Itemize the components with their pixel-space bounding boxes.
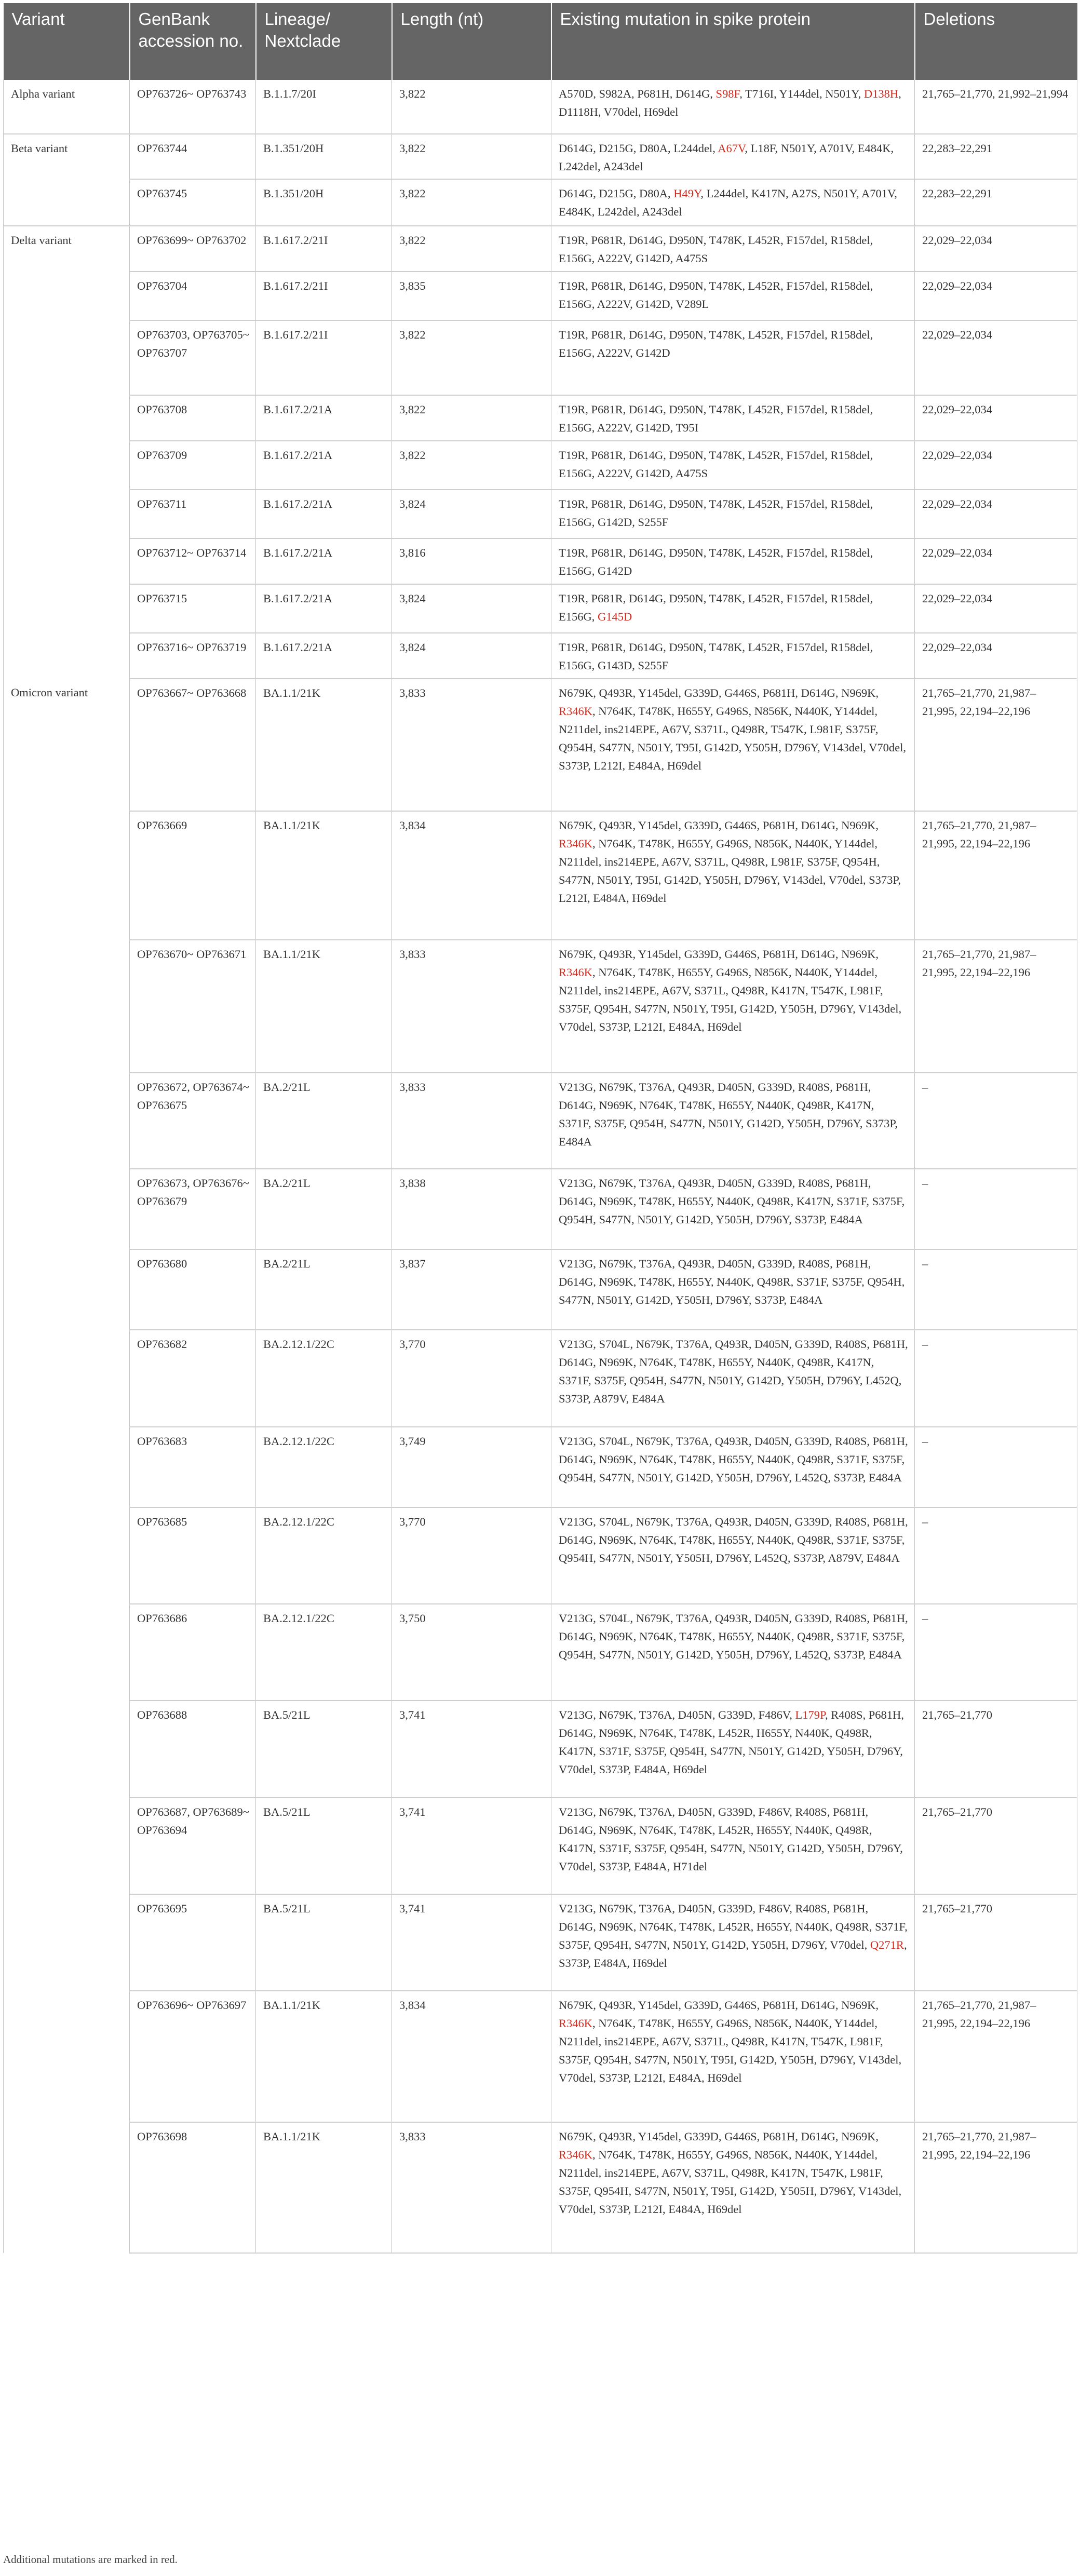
lineage-cell: B.1.617.2/21A	[256, 490, 392, 538]
accession-cell: OP763672, OP763674~ OP763675	[130, 1073, 256, 1169]
variant-cell	[4, 1798, 130, 1894]
mutation-text: T19R, P681R, D614G, D950N, T478K, L452R, F157del, R158del, E156G, A222V, G142D, V289L	[559, 279, 873, 311]
variant-cell	[4, 1991, 130, 2122]
accession-cell: OP763688	[130, 1701, 256, 1798]
mutation-table	[3, 3, 1077, 2254]
variant-cell	[4, 395, 130, 441]
mutation-text: T19R, P681R, D614G, D950N, T478K, L452R, F157del, R158del, E156G, A222V, G142D, A475S	[559, 234, 873, 265]
table-row	[4, 1894, 1077, 1991]
mutation-text: , N764K, T478K, H655Y, G496S, N856K, N440K, Y144del, N211del, ins214EPE, A67V, S371L, Q498R, K417N, T547K, L981F, S375F, Q954H, S477N, N501Y, T95I, G142D, Y505H, D796Y, V143del, V70del, S373P, L212I, E484A, H69del	[559, 966, 902, 1033]
accession-cell: OP763704	[130, 272, 256, 320]
mutation-cell	[551, 1249, 915, 1330]
deletions-cell: 21,765–21,770, 21,987–21,995, 22,194–22,196	[915, 679, 1077, 811]
table-row	[4, 1507, 1077, 1604]
table-row	[4, 811, 1077, 940]
lineage-cell: BA.2.12.1/22C	[256, 1427, 392, 1507]
deletions-cell: 22,029–22,034	[915, 490, 1077, 538]
mutation-text: , N764K, T478K, H655Y, G496S, N856K, N440K, Y144del, N211del, ins214EPE, A67V, S371L, Q498R, K417N, T547K, L981F, S375F, Q954H, S477N, N501Y, T95I, G142D, Y505H, D796Y, V143del, V70del, S373P, L212I, E484A, H69del	[559, 2148, 902, 2216]
mutation-cell	[551, 80, 915, 134]
length-cell: 3,816	[392, 538, 551, 584]
mutation-cell	[551, 1991, 915, 2122]
variant-cell	[4, 320, 130, 395]
mutation-cell	[551, 1427, 915, 1507]
accession-cell: OP763669	[130, 811, 256, 940]
accession-cell: OP763699~ OP763702	[130, 226, 256, 272]
mutation-cell	[551, 1330, 915, 1427]
lineage-cell: BA.1.1/21K	[256, 2122, 392, 2253]
accession-cell: OP763711	[130, 490, 256, 538]
mutation-cell	[551, 1701, 915, 1798]
header-genbank-accession: GenBank accession no.	[130, 3, 256, 80]
lineage-cell: BA.2/21L	[256, 1073, 392, 1169]
lineage-cell: BA.2.12.1/22C	[256, 1604, 392, 1701]
variant-cell	[4, 811, 130, 940]
accession-cell: OP763686	[130, 1604, 256, 1701]
length-cell: 3,833	[392, 679, 551, 811]
mutation-cell	[551, 584, 915, 633]
mutation-text: V213G, S704L, N679K, T376A, Q493R, D405N, G339D, R408S, P681H, D614G, N969K, N764K, T478K, H655Y, N440K, Q498R, S371F, S375F, Q954H, S477N, N501Y, Y505H, D796Y, L452Q, S373P, A879V, E484A	[559, 1515, 908, 1565]
lineage-cell: BA.1.1/21K	[256, 1991, 392, 2122]
mutation-text: D614G, D215G, D80A, L244del,	[559, 142, 718, 155]
mutation-cell	[551, 441, 915, 490]
deletions-cell: –	[915, 1249, 1077, 1330]
variant-cell	[4, 1427, 130, 1507]
variant-cell	[4, 1507, 130, 1604]
additional-mutation: D138H	[863, 87, 899, 100]
mutation-cell	[551, 811, 915, 940]
mutation-text: V213G, N679K, T376A, D405N, G339D, F486V,	[559, 1708, 795, 1721]
length-cell: 3,833	[392, 1073, 551, 1169]
variant-cell	[4, 1169, 130, 1249]
deletions-cell: 22,029–22,034	[915, 441, 1077, 490]
mutation-cell	[551, 1073, 915, 1169]
mutation-cell	[551, 1169, 915, 1249]
header-length: Length (nt)	[392, 3, 551, 80]
header-variant: Variant	[4, 3, 130, 80]
length-cell: 3,750	[392, 1604, 551, 1701]
mutation-text: , S373P, E484A, H69del	[559, 1938, 907, 1970]
accession-cell: OP763683	[130, 1427, 256, 1507]
accession-cell: OP763695	[130, 1894, 256, 1991]
variant-cell	[4, 1073, 130, 1169]
length-cell: 3,822	[392, 226, 551, 272]
table-row	[4, 584, 1077, 633]
lineage-cell: BA.2.12.1/22C	[256, 1330, 392, 1427]
mutation-text: V213G, N679K, T376A, Q493R, D405N, G339D, R408S, P681H, D614G, N969K, T478K, H655Y, N440K, Q498R, K417N, S371F, S375F, Q954H, S477N, N501Y, G142D, Y505H, D796Y, S373P, E484A	[559, 1177, 905, 1226]
deletions-cell: –	[915, 1507, 1077, 1604]
deletions-cell: 22,029–22,034	[915, 584, 1077, 633]
table-row	[4, 320, 1077, 395]
lineage-cell: B.1.617.2/21I	[256, 272, 392, 320]
lineage-cell: B.1.617.2/21A	[256, 584, 392, 633]
mutation-text: , N764K, T478K, H655Y, G496S, N856K, N440K, Y144del, N211del, ins214EPE, A67V, S371L, Q498R, T547K, L981F, S375F, Q954H, S477N, N501Y, T95I, G142D, Y505H, D796Y, V143del, V70del, S373P, L212I, E484A, H69del	[559, 705, 906, 772]
accession-cell: OP763716~ OP763719	[130, 633, 256, 679]
additional-mutation: S98F	[716, 87, 740, 100]
mutation-cell	[551, 272, 915, 320]
lineage-cell: B.1.617.2/21I	[256, 320, 392, 395]
mutation-text: T19R, P681R, D614G, D950N, T478K, L452R, F157del, R158del, E156G, A222V, G142D, A475S	[559, 449, 873, 480]
mutation-text: N679K, Q493R, Y145del, G339D, G446S, P681H, D614G, N969K,	[559, 2130, 879, 2143]
length-cell: 3,838	[392, 1169, 551, 1249]
lineage-cell: B.1.617.2/21A	[256, 395, 392, 441]
deletions-cell: 22,283–22,291	[915, 179, 1077, 226]
table-container	[3, 3, 1077, 2254]
variant-cell	[4, 2122, 130, 2253]
mutation-cell	[551, 134, 915, 179]
mutation-text: T19R, P681R, D614G, D950N, T478K, L452R, F157del, R158del, E156G, A222V, G142D, T95I	[559, 403, 873, 434]
mutation-text: V213G, N679K, T376A, D405N, G339D, F486V, R408S, P681H, D614G, N969K, N764K, T478K, L452R, H655Y, N440K, Q498R, S371F, S375F, Q954H, S477N, N501Y, G142D, Y505H, D796Y, V70del,	[559, 1902, 908, 1951]
additional-mutation: H49Y	[673, 187, 701, 200]
length-cell: 3,824	[392, 490, 551, 538]
variant-cell	[4, 940, 130, 1073]
table-row	[4, 1169, 1077, 1249]
accession-cell: OP763715	[130, 584, 256, 633]
deletions-cell: 21,765–21,770	[915, 1894, 1077, 1991]
table-row	[4, 679, 1077, 811]
mutation-text: V213G, N679K, T376A, D405N, G339D, F486V, R408S, P681H, D614G, N969K, N764K, T478K, L452R, H655Y, N440K, Q498R, K417N, S371F, S375F, Q954H, S477N, N501Y, G142D, Y505H, D796Y, V70del, S373P, E484A, H71del	[559, 1805, 903, 1873]
deletions-cell: –	[915, 1330, 1077, 1427]
accession-cell: OP763708	[130, 395, 256, 441]
accession-cell: OP763682	[130, 1330, 256, 1427]
mutation-cell	[551, 179, 915, 226]
table-row	[4, 1798, 1077, 1894]
lineage-cell: B.1.1.7/20I	[256, 80, 392, 134]
table-row	[4, 633, 1077, 679]
additional-mutation: R346K	[559, 2148, 593, 2161]
lineage-cell: BA.5/21L	[256, 1798, 392, 1894]
mutation-text: V213G, N679K, T376A, Q493R, D405N, G339D, R408S, P681H, D614G, N969K, N764K, T478K, H655Y, N440K, Q498R, K417N, S371F, S375F, Q954H, S477N, N501Y, G142D, Y505H, D796Y, S373P, E484A	[559, 1081, 898, 1148]
mutation-text: V213G, N679K, T376A, Q493R, D405N, G339D, R408S, P681H, D614G, N969K, T478K, H655Y, N440K, Q498R, S371F, S375F, Q954H, S477N, N501Y, G142D, Y505H, D796Y, S373P, E484A	[559, 1257, 905, 1306]
accession-cell: OP763698	[130, 2122, 256, 2253]
length-cell: 3,770	[392, 1330, 551, 1427]
lineage-cell: BA.5/21L	[256, 1894, 392, 1991]
deletions-cell: 22,029–22,034	[915, 395, 1077, 441]
variant-cell	[4, 490, 130, 538]
mutation-text: A570D, S982A, P681H, D614G,	[559, 87, 716, 100]
deletions-cell: 21,765–21,770, 21,992–21,994	[915, 80, 1077, 134]
accession-cell: OP763744	[130, 134, 256, 179]
mutation-cell	[551, 2122, 915, 2253]
table-body	[4, 80, 1077, 2253]
mutation-cell	[551, 538, 915, 584]
deletions-cell: –	[915, 1604, 1077, 1701]
table-header	[4, 3, 1077, 80]
table-row	[4, 226, 1077, 272]
mutation-cell	[551, 226, 915, 272]
table-row	[4, 490, 1077, 538]
lineage-cell: B.1.617.2/21A	[256, 538, 392, 584]
additional-mutation: A67V	[718, 142, 745, 155]
variant-cell: Alpha variant	[4, 80, 130, 134]
variant-cell	[4, 1249, 130, 1330]
lineage-cell: BA.5/21L	[256, 1701, 392, 1798]
mutation-text: , T716I, Y144del, N501Y,	[739, 87, 864, 100]
additional-mutation: L179P	[795, 1708, 825, 1721]
table-row	[4, 1604, 1077, 1701]
variant-cell	[4, 538, 130, 584]
length-cell: 3,741	[392, 1894, 551, 1991]
mutation-cell	[551, 940, 915, 1073]
lineage-cell: BA.1.1/21K	[256, 940, 392, 1073]
mutation-text: V213G, S704L, N679K, T376A, Q493R, D405N, G339D, R408S, P681H, D614G, N969K, N764K, T478K, H655Y, N440K, Q498R, S371F, S375F, Q954H, S477N, N501Y, G142D, Y505H, D796Y, L452Q, S373P, E484A	[559, 1612, 908, 1661]
table-row	[4, 1330, 1077, 1427]
accession-cell: OP763673, OP763676~ OP763679	[130, 1169, 256, 1249]
deletions-cell: 21,765–21,770	[915, 1701, 1077, 1798]
table-row	[4, 1701, 1077, 1798]
additional-mutation: R346K	[559, 2017, 593, 2030]
lineage-cell: B.1.351/20H	[256, 134, 392, 179]
lineage-cell: BA.2.12.1/22C	[256, 1507, 392, 1604]
additional-mutation: R346K	[559, 837, 593, 850]
table-row	[4, 940, 1077, 1073]
length-cell: 3,824	[392, 584, 551, 633]
header-deletions: Deletions	[915, 3, 1077, 80]
variant-cell	[4, 1604, 130, 1701]
mutation-cell	[551, 395, 915, 441]
length-cell: 3,822	[392, 441, 551, 490]
mutation-cell	[551, 1507, 915, 1604]
header-spike-mutations: Existing mutation in spike protein	[551, 3, 915, 80]
additional-mutation: Q271R	[870, 1938, 904, 1951]
table-row	[4, 441, 1077, 490]
length-cell: 3,837	[392, 1249, 551, 1330]
accession-cell: OP763670~ OP763671	[130, 940, 256, 1073]
deletions-cell: 21,765–21,770, 21,987–21,995, 22,194–22,196	[915, 1991, 1077, 2122]
variant-cell: Omicron variant	[4, 679, 130, 811]
mutation-cell	[551, 633, 915, 679]
mutation-text: , N764K, T478K, H655Y, G496S, N856K, N440K, Y144del, N211del, ins214EPE, A67V, S371L, Q498R, K417N, T547K, L981F, S375F, Q954H, S477N, N501Y, T95I, G142D, Y505H, D796Y, V143del, V70del, S373P, L212I, E484A, H69del	[559, 2017, 902, 2084]
variant-cell	[4, 441, 130, 490]
deletions-cell: 21,765–21,770, 21,987–21,995, 22,194–22,196	[915, 2122, 1077, 2253]
mutation-text: V213G, S704L, N679K, T376A, Q493R, D405N, G339D, R408S, P681H, D614G, N969K, N764K, T478K, H655Y, N440K, Q498R, S371F, S375F, Q954H, S477N, N501Y, G142D, Y505H, D796Y, L452Q, S373P, E484A	[559, 1435, 908, 1484]
table-row	[4, 538, 1077, 584]
variant-cell	[4, 584, 130, 633]
lineage-cell: BA.2/21L	[256, 1169, 392, 1249]
additional-mutation: G145D	[598, 610, 632, 623]
length-cell: 3,833	[392, 940, 551, 1073]
mutation-text: N679K, Q493R, Y145del, G339D, G446S, P681H, D614G, N969K,	[559, 819, 879, 832]
deletions-cell: –	[915, 1427, 1077, 1507]
variant-cell	[4, 272, 130, 320]
length-cell: 3,822	[392, 134, 551, 179]
table-row	[4, 1073, 1077, 1169]
lineage-cell: BA.1.1/21K	[256, 679, 392, 811]
lineage-cell: BA.2/21L	[256, 1249, 392, 1330]
table-row	[4, 1427, 1077, 1507]
mutation-cell	[551, 1894, 915, 1991]
mutation-text: , L244del, K417N, A27S, N501Y, A701V, E484K, L242del, A243del	[559, 187, 897, 218]
mutation-cell	[551, 1604, 915, 1701]
accession-cell: OP763712~ OP763714	[130, 538, 256, 584]
accession-cell: OP763745	[130, 179, 256, 226]
variant-cell	[4, 633, 130, 679]
length-cell: 3,770	[392, 1507, 551, 1604]
variant-cell: Delta variant	[4, 226, 130, 272]
variant-cell	[4, 1701, 130, 1798]
table-row	[4, 134, 1077, 179]
mutation-text: , L18F, N501Y, A701V, E484K, L242del, A243del	[559, 142, 894, 173]
deletions-cell: –	[915, 1169, 1077, 1249]
mutation-text: T19R, P681R, D614G, D950N, T478K, L452R, F157del, R158del, E156G,	[559, 592, 873, 623]
mutation-cell	[551, 320, 915, 395]
mutation-text: T19R, P681R, D614G, D950N, T478K, L452R, F157del, R158del, E156G, G142D	[559, 546, 873, 577]
table-row	[4, 179, 1077, 226]
deletions-cell: 22,029–22,034	[915, 320, 1077, 395]
accession-cell: OP763687, OP763689~ OP763694	[130, 1798, 256, 1894]
length-cell: 3,834	[392, 811, 551, 940]
length-cell: 3,749	[392, 1427, 551, 1507]
mutation-text: V213G, S704L, N679K, T376A, Q493R, D405N, G339D, R408S, P681H, D614G, N969K, N764K, T478K, H655Y, N440K, Q498R, K417N, S371F, S375F, Q954H, S477N, N501Y, G142D, Y505H, D796Y, L452Q, S373P, A879V, E484A	[559, 1338, 908, 1405]
variant-cell	[4, 1330, 130, 1427]
table-row	[4, 80, 1077, 134]
mutation-text: T19R, P681R, D614G, D950N, T478K, L452R, F157del, R158del, E156G, A222V, G142D	[559, 328, 873, 359]
deletions-cell: 22,029–22,034	[915, 633, 1077, 679]
accession-cell: OP763667~ OP763668	[130, 679, 256, 811]
deletions-cell: 22,283–22,291	[915, 134, 1077, 179]
table-row	[4, 1249, 1077, 1330]
lineage-cell: B.1.617.2/21A	[256, 441, 392, 490]
footnote: Additional mutations are marked in red.	[3, 2553, 178, 2566]
variant-cell	[4, 1894, 130, 1991]
table-row	[4, 395, 1077, 441]
mutation-cell	[551, 1798, 915, 1894]
accession-cell: OP763709	[130, 441, 256, 490]
lineage-cell: BA.1.1/21K	[256, 811, 392, 940]
deletions-cell: 21,765–21,770, 21,987–21,995, 22,194–22,196	[915, 940, 1077, 1073]
mutation-text: N679K, Q493R, Y145del, G339D, G446S, P681H, D614G, N969K,	[559, 948, 879, 961]
length-cell: 3,741	[392, 1701, 551, 1798]
table-row	[4, 1991, 1077, 2122]
accession-cell: OP763703, OP763705~ OP763707	[130, 320, 256, 395]
length-cell: 3,741	[392, 1798, 551, 1894]
mutation-text: , R408S, P681H, D614G, N969K, N764K, T478K, L452R, H655Y, N440K, Q498R, K417N, S371F, S375F, Q954H, S477N, N501Y, G142D, Y505H, D796Y, V70del, S373P, E484A, H69del	[559, 1708, 904, 1776]
additional-mutation: R346K	[559, 966, 593, 979]
deletions-cell: –	[915, 1073, 1077, 1169]
accession-cell: OP763726~ OP763743	[130, 80, 256, 134]
length-cell: 3,822	[392, 395, 551, 441]
deletions-cell: 21,765–21,770	[915, 1798, 1077, 1894]
length-cell: 3,824	[392, 633, 551, 679]
accession-cell: OP763696~ OP763697	[130, 1991, 256, 2122]
variant-cell: Beta variant	[4, 134, 130, 179]
deletions-cell: 22,029–22,034	[915, 272, 1077, 320]
mutation-text: T19R, P681R, D614G, D950N, T478K, L452R, F157del, R158del, E156G, G143D, S255F	[559, 641, 873, 672]
length-cell: 3,822	[392, 80, 551, 134]
lineage-cell: B.1.617.2/21I	[256, 226, 392, 272]
mutation-cell	[551, 490, 915, 538]
mutation-cell	[551, 679, 915, 811]
deletions-cell: 22,029–22,034	[915, 538, 1077, 584]
length-cell: 3,822	[392, 179, 551, 226]
mutation-text: D614G, D215G, D80A,	[559, 187, 674, 200]
table-row	[4, 272, 1077, 320]
lineage-cell: B.1.351/20H	[256, 179, 392, 226]
accession-cell: OP763685	[130, 1507, 256, 1604]
deletions-cell: 21,765–21,770, 21,987–21,995, 22,194–22,196	[915, 811, 1077, 940]
lineage-cell: B.1.617.2/21A	[256, 633, 392, 679]
length-cell: 3,835	[392, 272, 551, 320]
header-lineage: Lineage/ Nextclade	[256, 3, 392, 80]
table-row	[4, 2122, 1077, 2253]
mutation-text: N679K, Q493R, Y145del, G339D, G446S, P681H, D614G, N969K,	[559, 686, 879, 699]
mutation-text: T19R, P681R, D614G, D950N, T478K, L452R, F157del, R158del, E156G, G142D, S255F	[559, 497, 873, 529]
accession-cell: OP763680	[130, 1249, 256, 1330]
additional-mutation: R346K	[559, 705, 593, 718]
length-cell: 3,833	[392, 2122, 551, 2253]
variant-cell	[4, 179, 130, 226]
mutation-text: , N764K, T478K, H655Y, G496S, N856K, N440K, Y144del, N211del, ins214EPE, A67V, S371L, Q498R, L981F, S375F, Q954H, S477N, N501Y, T95I, G142D, Y505H, D796Y, V143del, V70del, S373P, L212I, E484A, H69del	[559, 837, 901, 905]
length-cell: 3,834	[392, 1991, 551, 2122]
header-row	[4, 3, 1077, 80]
deletions-cell: 22,029–22,034	[915, 226, 1077, 272]
mutation-text: , D1118H, V70del, H69del	[559, 87, 901, 118]
length-cell: 3,822	[392, 320, 551, 395]
mutation-text: N679K, Q493R, Y145del, G339D, G446S, P681H, D614G, N969K,	[559, 1999, 879, 2012]
